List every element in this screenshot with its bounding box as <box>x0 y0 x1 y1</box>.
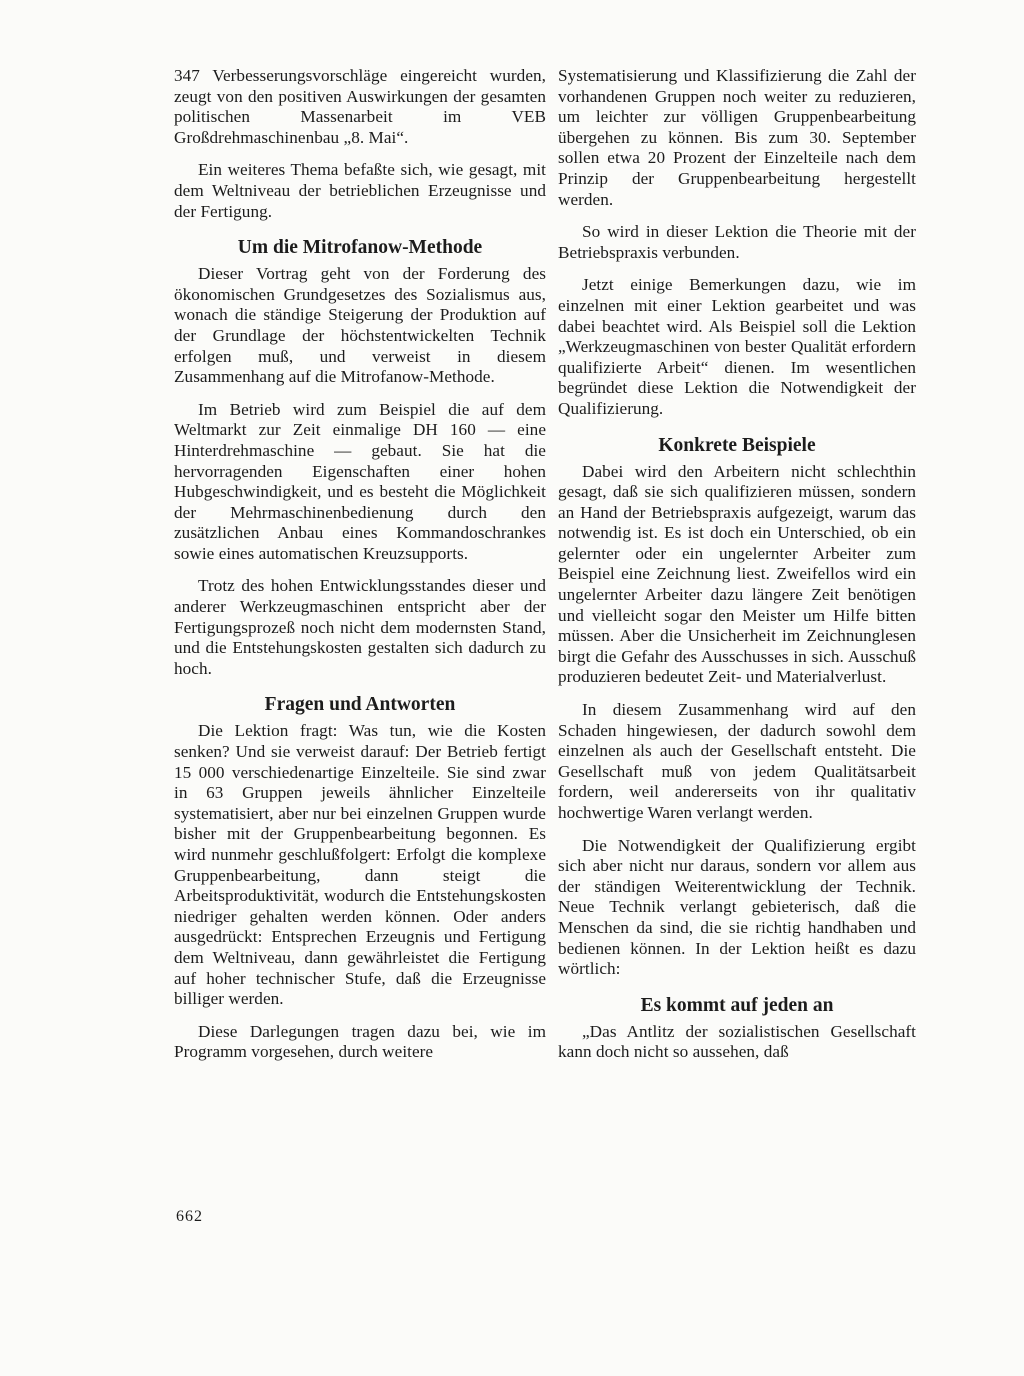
paragraph: So wird in dieser Lektion die Theorie mit der Betriebspraxis verbunden. <box>558 222 916 262</box>
section-heading: Konkrete Beispiele <box>658 434 816 456</box>
paragraph: Jetzt einige Bemerkungen dazu, wie im einzelnen mit einer Lektion gearbeitet und was dabei beachtet wird. Als Beispiel soll die Lektion „Werkzeugmaschinen von bester Qualität erfordern qualifizierte Arbeit“ dienen. Im wesentlichen begründet diese Lektion die Notwendigkeit der Qualifizierung. <box>558 275 916 418</box>
right-column <box>558 66 916 1075</box>
paragraph: Trotz des hohen Entwicklungsstandes dieser und anderer Werkzeugmaschinen entspricht aber der Fertigungsprozeß noch nicht dem modernsten Stand, und die Entstehungskosten gestalten sich dadurch zu hoch. <box>174 576 546 678</box>
paragraph: Dieser Vortrag geht von der Forderung des ökonomischen Grundgesetzes des Sozialismus aus, wonach die ständige Steigerung der Produktion auf der Grundlage der höchstentwickelten Technik erfolgen muß, und verweist in diesem Zusammenhang auf die Mitrofanow-Methode. <box>174 264 546 387</box>
paragraph: Die Notwendigkeit der Qualifizierung ergibt sich aber nicht nur daraus, sondern vor allem aus der ständigen Weiterentwicklung der Technik. Neue Technik verlangt gebieterisch, daß die Menschen da sind, die sie richtig handhaben und bedienen können. In der Lektion heißt es dazu wörtlich: <box>558 835 916 979</box>
paragraph: „Das Antlitz der sozialistischen Gesellschaft kann doch nicht so aussehen, daß <box>558 1021 916 1062</box>
paragraph: Dabei wird den Arbeitern nicht schlechthin gesagt, daß sie sich qualifizieren müssen, sondern an Hand der Betriebspraxis aufgezeigt, warum das notwendig ist. Es ist doch ein Unterschied, ob ein gelernter oder ein ungelernter Arbeiter zum Beispiel eine Zeichnung liest. Zweifellos wird ein ungelernter Arbeiter dazu längere Zeit benötigen und vielleicht sogar den Meister um Hilfe bitten müssen. Aber die Unsicherheit im Zeichnunglesen birgt die Gefahr des Ausschusses in sich. Ausschuß produzieren bedeutet Zeit- und Materialverlust. <box>558 461 916 687</box>
paragraph: Diese Darlegungen tragen dazu bei, wie im Programm vorgesehen, durch weitere <box>174 1021 546 1062</box>
left-column <box>174 66 546 1075</box>
paragraph: Systematisierung und Klassifizierung die Zahl der vorhandenen Gruppen noch weiter zu reduzieren, um leichter zur völligen Gruppenbearbeitung übergehen zu können. Bis zum 30. September sollen etwa 20 Prozent der Einzelteile nach dem Prinzip der Gruppenbearbeitung hergestellt werden. <box>558 66 916 209</box>
paragraph: 347 Verbesserungsvorschläge eingereicht wurden, zeugt von den positiven Auswirkungen der gesamten politischen Massenarbeit im VEB Großdrehmaschinenbau „8. Mai“. <box>174 66 546 147</box>
page-number: 662 <box>176 1208 203 1225</box>
section-heading: Es kommt auf jeden an <box>640 994 834 1016</box>
section-heading: Um die Mitrofanow-Methode <box>237 237 483 259</box>
paragraph: In diesem Zusammenhang wird auf den Schaden hingewiesen, der dadurch sowohl dem einzelnen als auch der Gesellschaft entsteht. Die Gesellschaft muß von jedem Qualitätsarbeit fordern, weil andererseits von ihr qualitativ hochwertige Waren verlangt werden. <box>558 700 916 822</box>
paragraph: Ein weiteres Thema befaßte sich, wie gesagt, mit dem Weltniveau der betrieblichen Erzeugnisse und der Fertigung. <box>174 160 546 221</box>
paragraph: Die Lektion fragt: Was tun, wie die Kosten senken? Und sie verweist darauf: Der Betrieb fertigt 15 000 verschiedenartige Einzelteile. Sie sind zwar in 63 Gruppen jeweils ähnlicher Einzelteile systematisiert, aber nur bei einzelnen Gruppen wurde bisher mit der Gruppenbearbeitung begonnen. Es wird nunmehr geschlußfolgert: Erfolgt die komplexe Gruppenbearbeitung, dann steigt die Arbeitsproduktivität, wodurch die Entstehungskosten niedriger gehalten werden können. Oder anders ausgedrückt: Entsprechen Erzeugnis und Fertigung dem Weltniveau, dann gewährleistet die Fertigung auf hoher technischer Stufe, daß die Erzeugnisse billiger werden. <box>174 721 546 1009</box>
section-heading: Fragen und Antworten <box>264 694 456 716</box>
paragraph: Im Betrieb wird zum Beispiel die auf dem Weltmarkt zur Zeit einmalige DH 160 — eine Hinterdrehmaschine — gebaut. Sie hat die hervorragenden Eigenschaften einer hohen Hubgeschwindigkeit, und es besteht die Möglichkeit der Mehrmaschinenbedienung durch den zusätzlichen Anbau eines Kommandoschrankes sowie eines automatischen Kreuzsupports. <box>174 399 546 563</box>
